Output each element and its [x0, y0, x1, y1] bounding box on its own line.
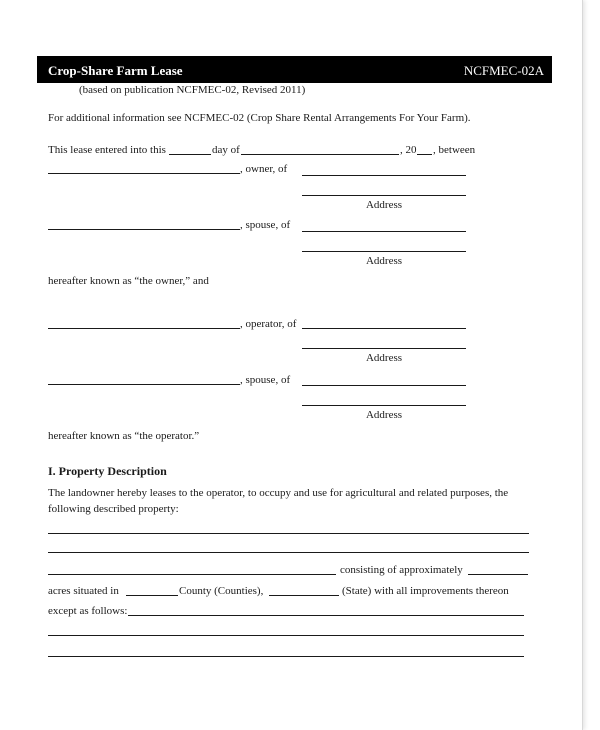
lease-day-field[interactable] — [169, 154, 211, 155]
owner-address-line-1[interactable] — [302, 175, 466, 176]
operator-spouse-address-label: Address — [365, 409, 403, 421]
form-title: Crop-Share Farm Lease — [48, 63, 183, 78]
owner-spouse-address-line-2[interactable] — [302, 251, 466, 252]
owner-of-text: , owner, of — [240, 163, 288, 175]
state-field[interactable] — [269, 595, 339, 596]
property-intro-line-2: following described property: — [48, 503, 179, 515]
known-as-owner-text: hereafter known as “the owner,” and — [48, 275, 209, 287]
except-text: except as follows: — [48, 605, 128, 617]
day-of-text: day of — [212, 144, 240, 156]
owner-address-line-2[interactable] — [302, 195, 466, 196]
owner-address-label: Address — [365, 199, 403, 211]
consisting-text: consisting of approximately — [340, 564, 463, 576]
operator-spouse-of-text: , spouse, of — [240, 374, 291, 386]
owner-spouse-address-label: Address — [365, 255, 403, 267]
exceptions-line-3[interactable] — [48, 656, 524, 657]
title-banner — [37, 56, 552, 83]
known-as-operator-text: hereafter known as “the operator.” — [48, 430, 200, 442]
lease-entered-text: This lease entered into this — [48, 144, 166, 156]
property-description-line-2[interactable] — [48, 552, 529, 553]
property-intro-line-1: The landowner hereby leases to the operator, to occupy and use for agricultural and related purposes, the — [48, 487, 509, 499]
based-on-note: (based on publication NCFMEC-02, Revised 2011) — [79, 84, 306, 96]
property-description-line-3[interactable] — [48, 574, 336, 575]
operator-spouse-address-line-1[interactable] — [302, 385, 466, 386]
form-code: NCFMEC-02A — [463, 63, 544, 78]
county-text: County (Counties), — [179, 585, 264, 597]
property-description-line-1[interactable] — [48, 533, 529, 534]
operator-address-line-1[interactable] — [302, 328, 466, 329]
between-text: , between — [433, 144, 476, 156]
county-field[interactable] — [126, 595, 178, 596]
state-improvements-text: (State) with all improvements thereon — [342, 585, 509, 597]
operator-spouse-address-line-2[interactable] — [302, 405, 466, 406]
owner-name-field[interactable] — [48, 173, 240, 174]
exceptions-line-1[interactable] — [128, 615, 524, 616]
owner-spouse-of-text: , spouse, of — [240, 219, 291, 231]
lease-month-field[interactable] — [241, 154, 399, 155]
additional-info-note: For additional information see NCFMEC-02 (Crop Share Rental Arrangements For Your Farm). — [48, 112, 471, 124]
operator-spouse-name-field[interactable] — [48, 384, 240, 385]
operator-name-field[interactable] — [48, 328, 240, 329]
property-description-heading: I. Property Description — [48, 464, 167, 478]
exceptions-line-2[interactable] — [48, 635, 524, 636]
operator-of-text: , operator, of — [240, 318, 297, 330]
acres-situated-text: acres situated in — [48, 585, 119, 597]
operator-address-label: Address — [365, 352, 403, 364]
operator-address-line-2[interactable] — [302, 348, 466, 349]
lease-year-field[interactable] — [417, 154, 432, 155]
acres-field[interactable] — [468, 574, 528, 575]
year-prefix-text: , 20 — [400, 144, 417, 156]
owner-spouse-address-line-1[interactable] — [302, 231, 466, 232]
owner-spouse-name-field[interactable] — [48, 229, 240, 230]
